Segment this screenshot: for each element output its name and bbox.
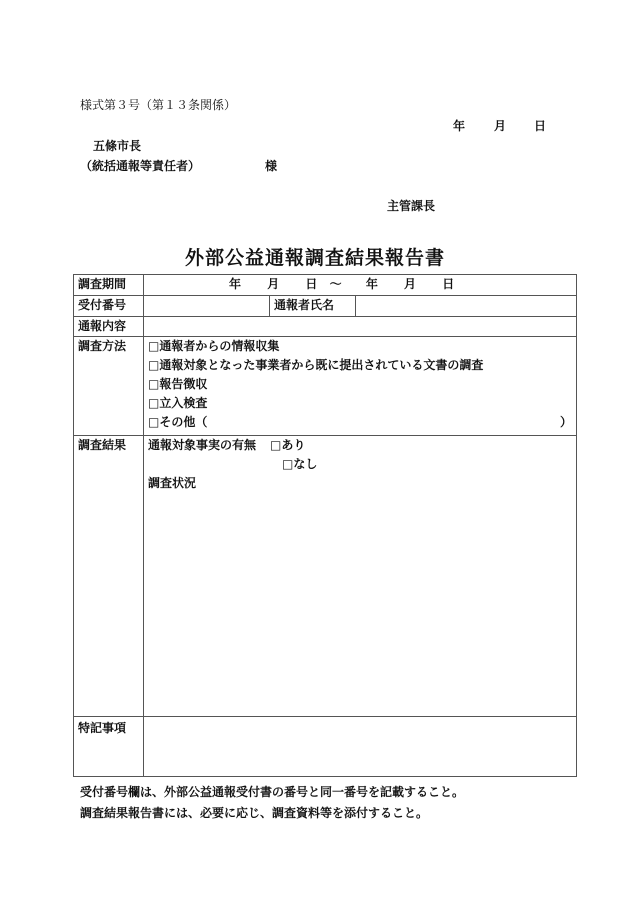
status-label: 調査状況 (148, 476, 197, 490)
method-other-open: □その他（ (148, 415, 208, 429)
method-row (74, 337, 577, 436)
method-option[interactable]: □通報者からの情報収集 (148, 339, 280, 353)
fact-label: 通報対象事実の有無 (148, 438, 257, 452)
note-item: 調査結果報告書には、必要に応じ、調査資料等を添付すること。 (80, 806, 429, 820)
result-label: 調査結果 (74, 436, 144, 717)
addressee: 五條市長 (93, 139, 142, 153)
content-value[interactable] (144, 317, 577, 337)
content-label: 通報内容 (74, 317, 144, 337)
period-day-1: 日 (305, 277, 318, 291)
content-row (74, 317, 577, 337)
remarks-value[interactable] (144, 717, 577, 777)
method-label: 調査方法 (74, 337, 144, 436)
method-option[interactable]: □通報対象となった事業者から既に提出されている文書の調査 (148, 358, 484, 372)
period-year-2: 年 (365, 277, 378, 291)
receipt-row (74, 296, 577, 317)
period-day-2: 日 (442, 277, 455, 291)
method-option[interactable]: □立入検査 (148, 396, 208, 410)
remarks-row (74, 717, 577, 777)
period-label: 調査期間 (74, 275, 144, 296)
period-row (74, 275, 577, 296)
method-other-row[interactable] (148, 413, 572, 432)
result-row (74, 436, 577, 717)
receipt-label: 受付番号 (74, 296, 144, 317)
fact-row (148, 436, 572, 455)
honorific: 様 (265, 159, 278, 173)
receipt-value[interactable] (144, 296, 270, 317)
fact-yes-option[interactable]: □あり (270, 438, 306, 452)
reporter-value[interactable] (356, 296, 577, 317)
period-tilde: ～ (329, 277, 342, 291)
method-other-close: ） (559, 415, 572, 429)
period-month-2: 月 (404, 277, 417, 291)
method-option[interactable]: □報告徴収 (148, 377, 208, 391)
fact-no-option[interactable]: □なし (282, 457, 318, 471)
period-value[interactable] (144, 275, 577, 296)
fact-no-row (148, 455, 572, 474)
sender: 主管課長 (387, 199, 436, 213)
result-content[interactable] (144, 436, 577, 717)
note-item: 受付番号欄は、外部公益通報受付書の番号と同一番号を記載すること。 (80, 785, 465, 799)
notes (80, 782, 464, 824)
addressee-sub: （統括通報等責任者） (80, 159, 201, 173)
report-form-table (73, 274, 577, 777)
date-day: 日 (534, 119, 547, 133)
page-title: 外部公益通報調査結果報告書 (185, 247, 446, 269)
date-year: 年 (453, 119, 466, 133)
form-number: 様式第３号（第１３条関係） (80, 98, 237, 112)
period-year-1: 年 (229, 277, 242, 291)
date-month: 月 (494, 119, 507, 133)
period-month-1: 月 (267, 277, 280, 291)
reporter-label: 通報者氏名 (270, 296, 356, 317)
method-options (144, 337, 577, 436)
remarks-label: 特記事項 (74, 717, 144, 777)
